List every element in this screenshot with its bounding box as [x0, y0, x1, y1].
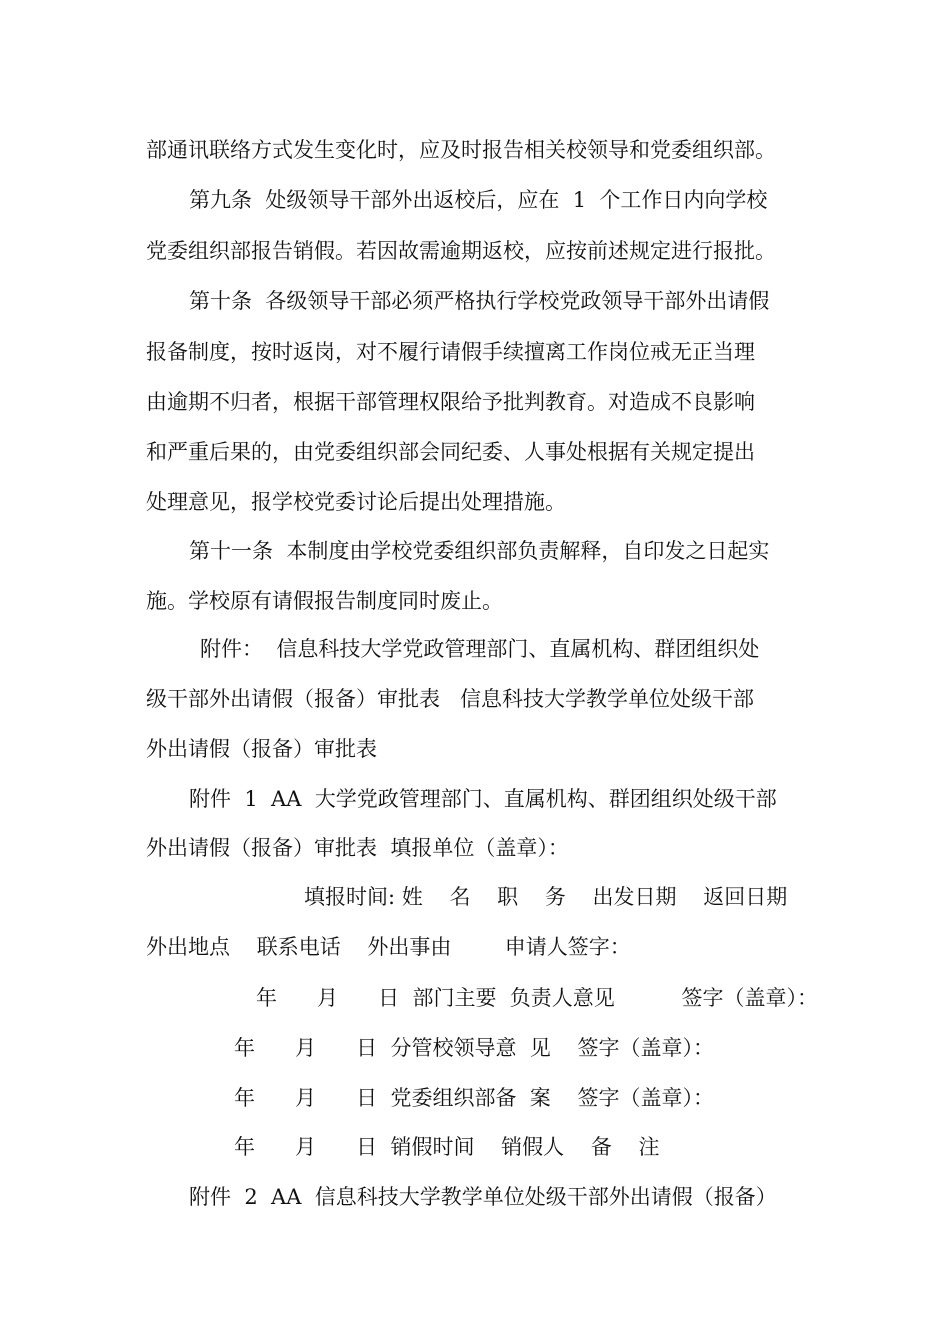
- text-line: 施。学校原有请假报告制度同时废止。: [146, 589, 503, 613]
- text-line: 附件 2 AA 信息科技大学教学单位处级干部外出请假（报备）: [189, 1185, 777, 1209]
- text-line: 附件： 信息科技大学党政管理部门、直属机构、群团组织处: [200, 637, 760, 661]
- text-line: 年 月 日 党委组织部备 案 签字（盖章）：: [234, 1086, 715, 1110]
- text-line: 附件 1 AA 大学党政管理部门、直属机构、群团组织处级干部: [189, 787, 777, 811]
- text-line: 处理意见，报学校党委讨论后提出处理措施。: [146, 490, 566, 514]
- text-line: 年 月 日 分管校领导意 见 签字（盖章）：: [234, 1036, 715, 1060]
- text-line: 第十条 各级领导干部必须严格执行学校党政领导干部外出请假: [189, 289, 770, 313]
- text-line: 部通讯联络方式发生变化时，应及时报告相关校领导和党委组织部。: [146, 138, 776, 162]
- text-line: 年 月 日 销假时间 销假人 备 注: [234, 1135, 660, 1159]
- text-line: 外出地点 联系电话 外出事由 申请人签字：: [146, 935, 631, 959]
- text-line: 外出请假（报备）审批表 填报单位（盖章）：: [146, 836, 569, 860]
- text-line: 第十一条 本制度由学校党委组织部负责解释，自印发之日起实: [189, 539, 770, 563]
- text-line: 党委组织部报告销假。若因故需逾期返校，应按前述规定进行报批。: [146, 239, 776, 263]
- text-line: 由逾期不归者，根据干部管理权限给予批判教育。对造成不良影响: [146, 390, 755, 414]
- text-line: 第九条 处级领导干部外出返校后，应在 1 个工作日内向学校: [189, 188, 768, 212]
- text-line: 年 月 日 部门主要 负责人意见 签字（盖章）：: [256, 986, 819, 1010]
- text-line: 外出请假（报备）审批表: [146, 737, 377, 761]
- text-line: 填报时间: 姓 名 职 务 出发日期 返回日期: [304, 885, 788, 909]
- text-line: 和严重后果的，由党委组织部会同纪委、人事处根据有关规定提出: [146, 440, 755, 464]
- text-line: 报备制度，按时返岗，对不履行请假手续擅离工作岗位戒无正当理: [146, 340, 755, 364]
- text-line: 级干部外出请假（报备）审批表 信息科技大学教学单位处级干部: [146, 687, 755, 711]
